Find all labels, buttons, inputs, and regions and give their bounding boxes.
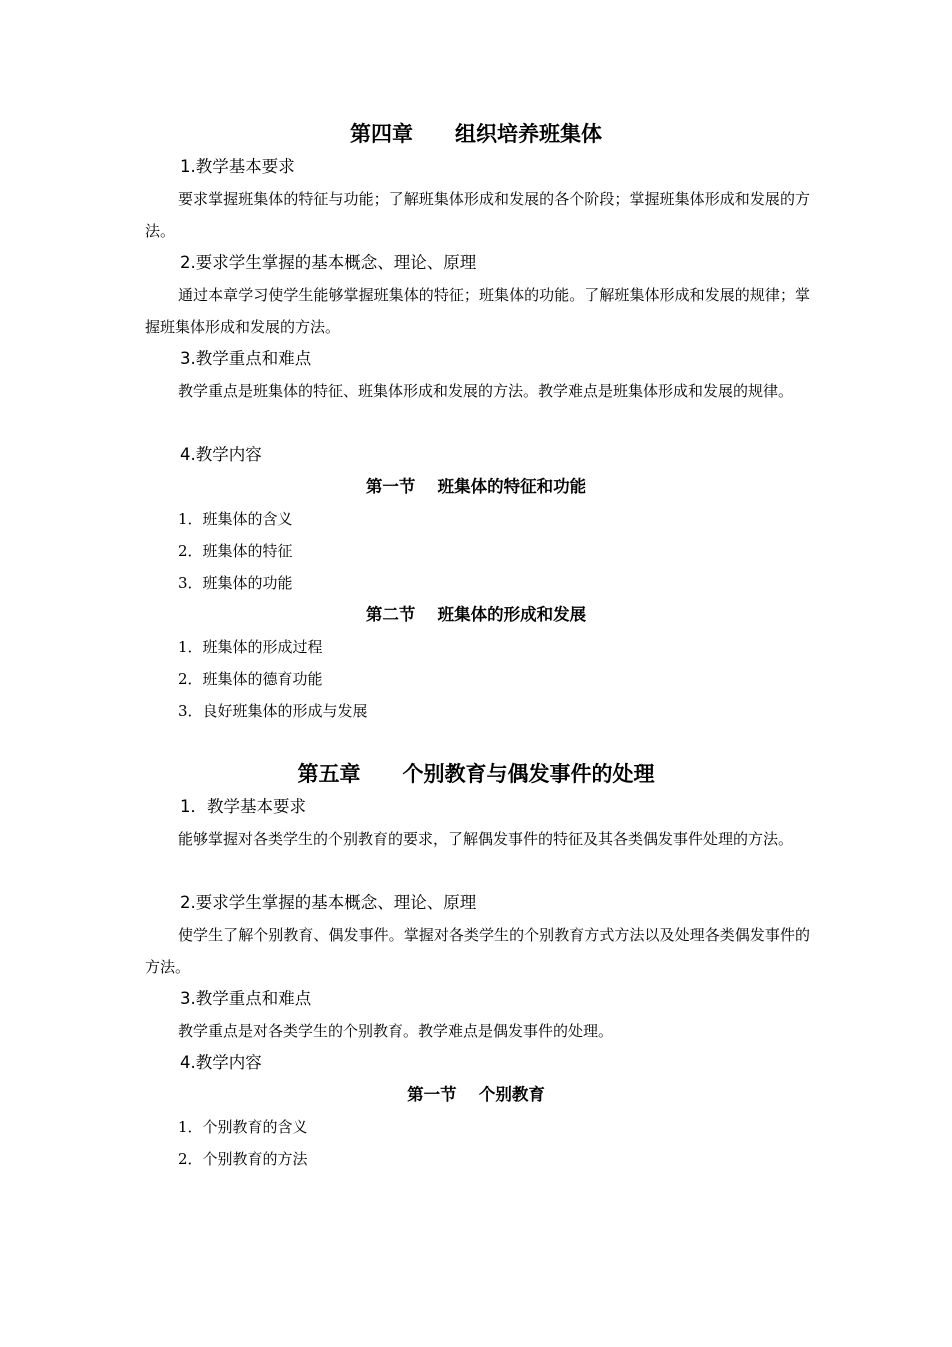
ch5-heading-key-points: 3.教学重点和难点 [180, 989, 312, 1008]
list-item: 1．班集体的形成过程 [178, 638, 323, 656]
chapter-4-title: 第四章 组织培养班集体 [350, 122, 602, 146]
ch5-para-concepts: 使学生了解个别教育、偶发事件。掌握对各类学生的个别教育方式方法以及处理各类偶发事件的方法。 [145, 926, 810, 976]
list-item: 3．良好班集体的形成与发展 [178, 702, 368, 720]
ch5-para-requirements: 能够掌握对各类学生的个别教育的要求，了解偶发事件的特征及其各类偶发事件处理的方法。 [178, 830, 794, 848]
ch5-section-1-title: 第一节 个别教育 [407, 1085, 545, 1104]
ch5-heading-content: 4.教学内容 [180, 1053, 262, 1072]
list-item: 2．班集体的德育功能 [178, 670, 323, 688]
ch4-para-concepts: 通过本章学习使学生能够掌握班集体的特征；班集体的功能。了解班集体形成和发展的规律；掌握班集体形成和发展的方法。 [145, 286, 810, 336]
ch4-para-key-points: 教学重点是班集体的特征、班集体形成和发展的方法。教学难点是班集体形成和发展的规律。 [178, 382, 794, 400]
list-item: 2．个别教育的方法 [178, 1150, 308, 1168]
ch4-section-1-title: 第一节 班集体的特征和功能 [365, 477, 587, 496]
chapter-5-title: 第五章 个别教育与偶发事件的处理 [297, 762, 655, 786]
list-item: 1．个别教育的含义 [178, 1118, 308, 1136]
ch4-section-2-title: 第二节 班集体的形成和发展 [365, 605, 587, 624]
ch4-heading-concepts: 2.要求学生掌握的基本概念、理论、原理 [180, 253, 477, 272]
ch5-heading-requirements: 1．教学基本要求 [180, 797, 306, 816]
ch5-para-key-points: 教学重点是对各类学生的个别教育。教学难点是偶发事件的处理。 [178, 1022, 614, 1040]
list-item: 2．班集体的特征 [178, 542, 293, 560]
ch4-heading-requirements: 1.教学基本要求 [180, 157, 295, 176]
ch5-heading-concepts: 2.要求学生掌握的基本概念、理论、原理 [180, 893, 477, 912]
ch4-heading-content: 4.教学内容 [180, 445, 262, 464]
ch4-heading-key-points: 3.教学重点和难点 [180, 349, 312, 368]
list-item: 3．班集体的功能 [178, 574, 293, 592]
list-item: 1．班集体的含义 [178, 510, 293, 528]
ch4-para-requirements: 要求掌握班集体的特征与功能；了解班集体形成和发展的各个阶段；掌握班集体形成和发展的方法。 [145, 190, 810, 240]
